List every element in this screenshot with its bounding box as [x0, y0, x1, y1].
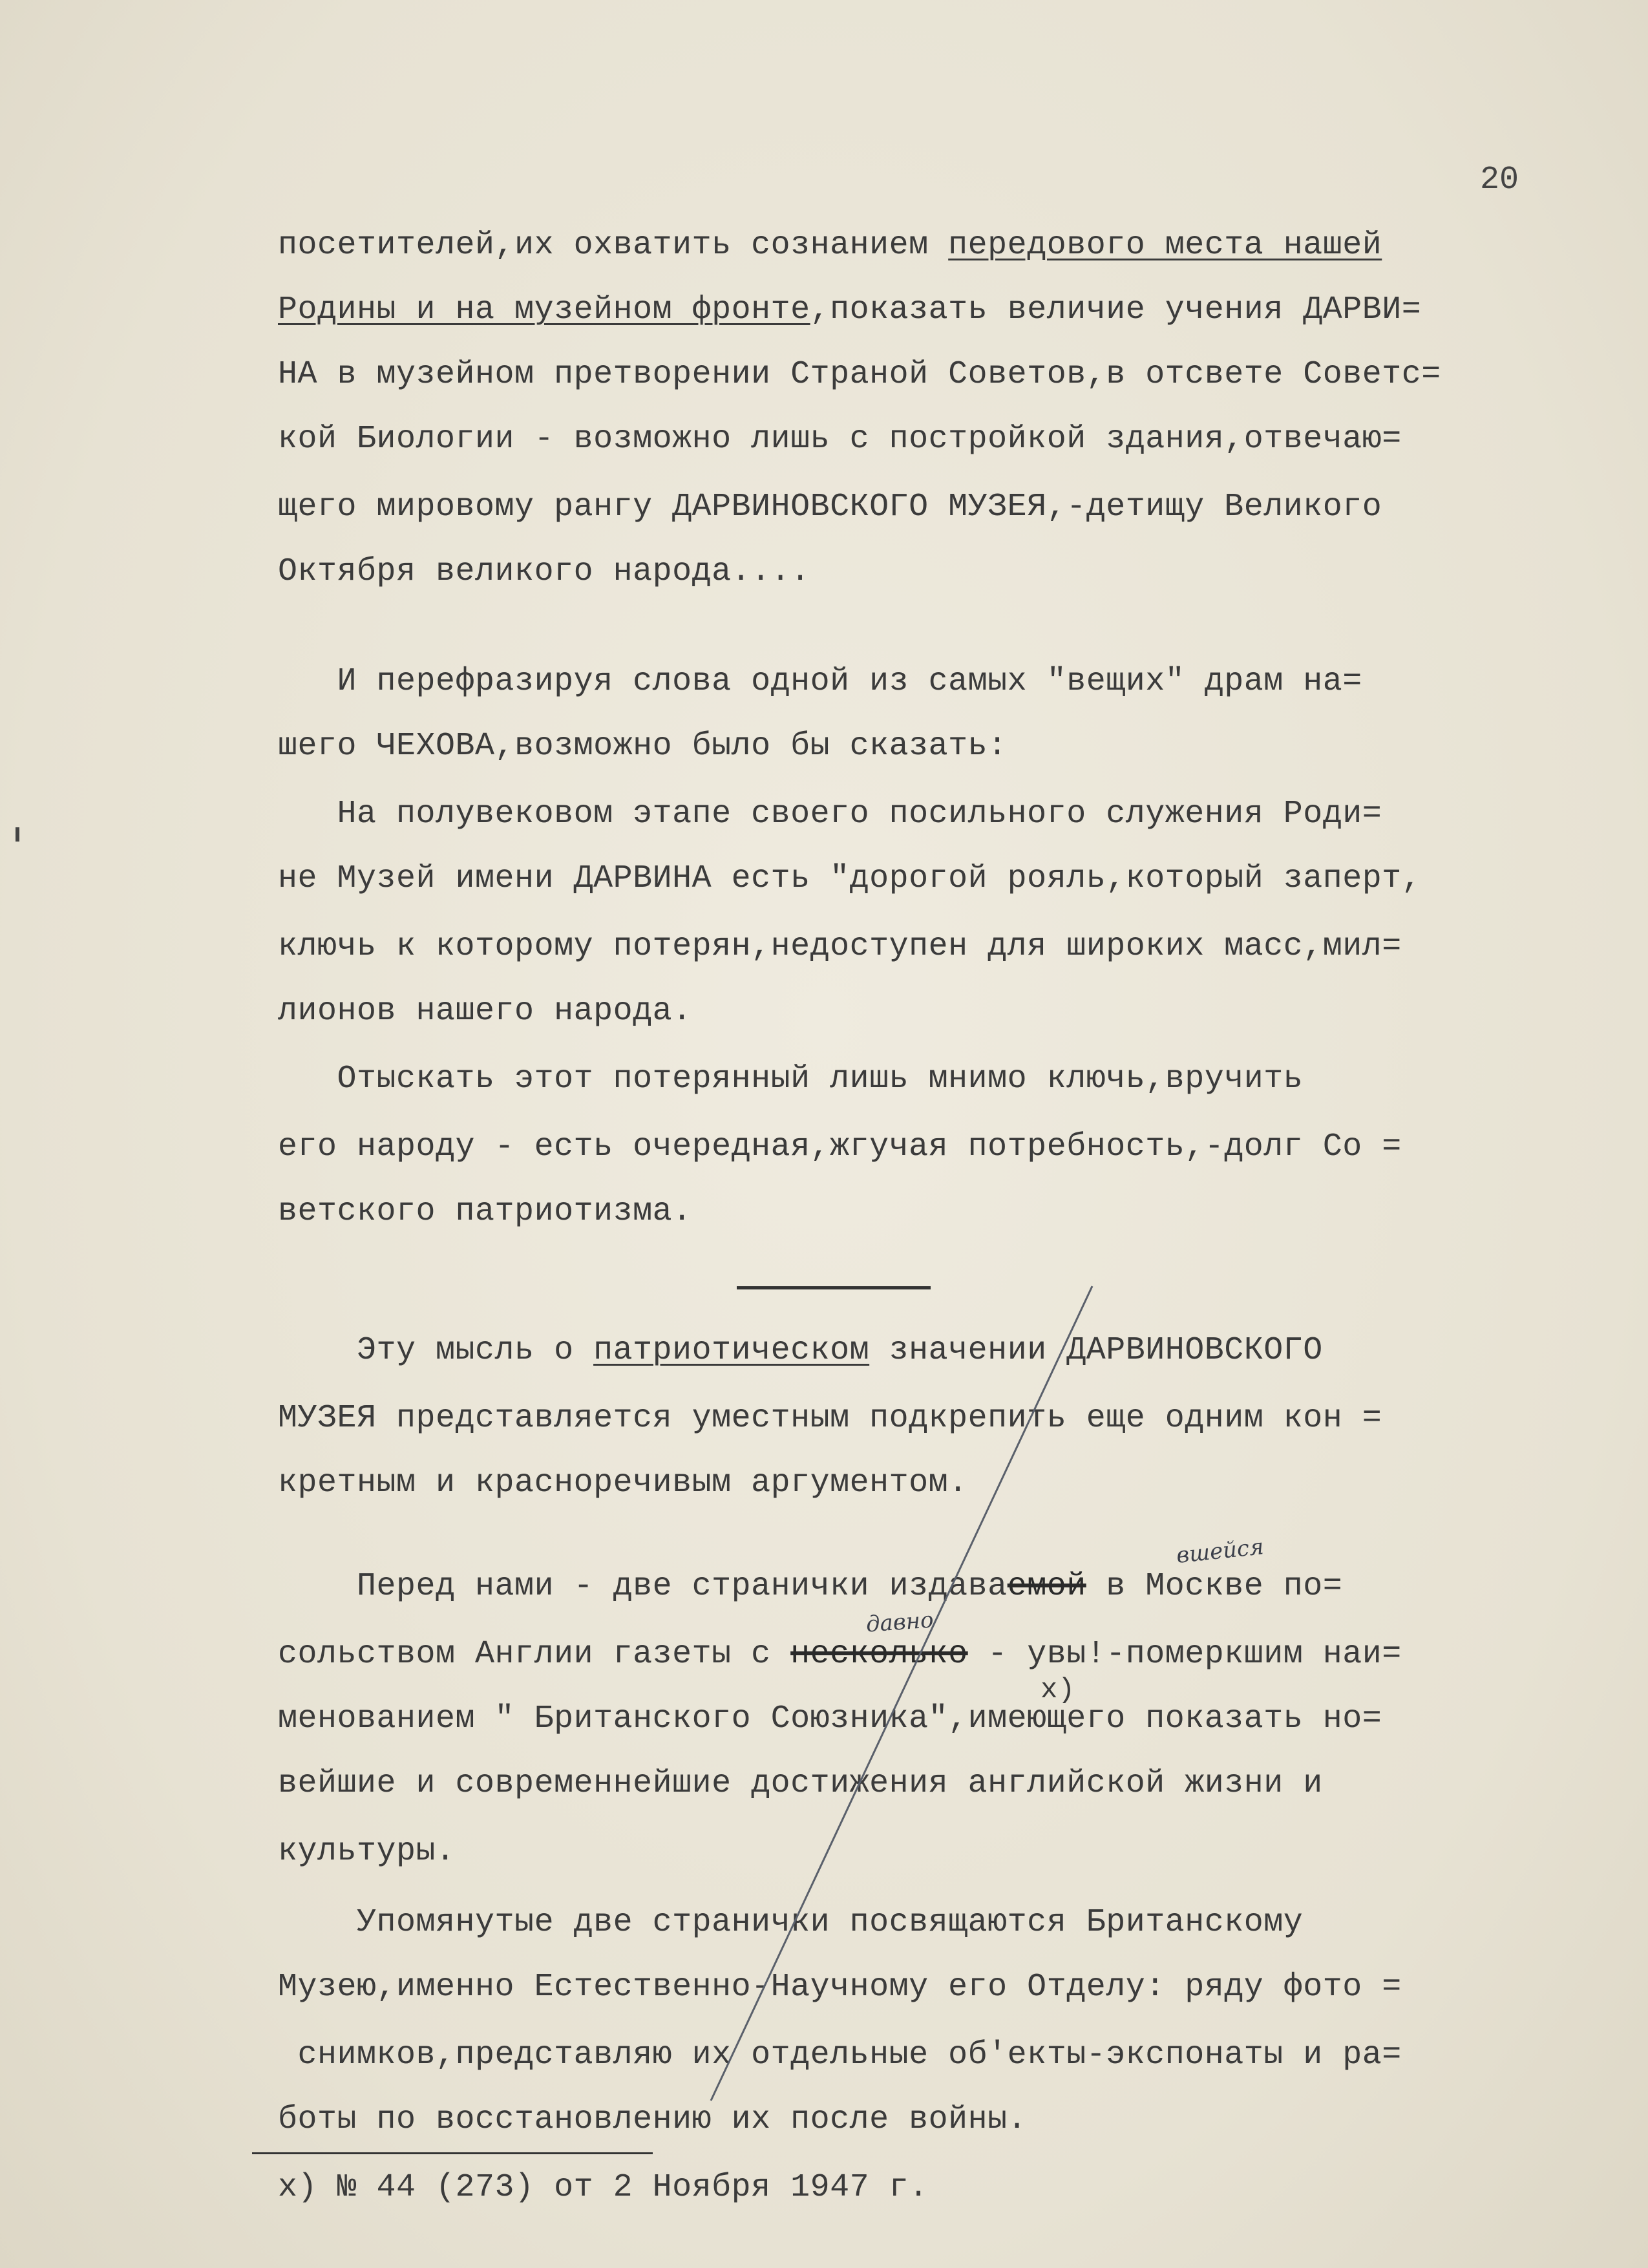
text-line: менованием " Британского Союзника",имеющего показать но= — [278, 1701, 1382, 1737]
text-line: ветского патриотизма. — [278, 1193, 692, 1230]
text-line: вейшие и современнейшие достижения английской жизни и — [278, 1765, 1323, 1802]
handwritten-correction: давно — [865, 1607, 935, 1638]
text-line: сольством Англии газеты с несколько - увы!-померкшим наи= — [278, 1636, 1402, 1673]
text-line: кретным и красноречивым аргументом. — [278, 1465, 968, 1501]
text-line: его народу - есть очередная,жгучая потребность,-долг Со = — [278, 1129, 1402, 1165]
text-line: боты по восстановлению их после войны. — [278, 2101, 1028, 2138]
text-line: НА в музейном претворении Страной Советов,в отсвете Советс= — [278, 356, 1441, 393]
text-line: снимков,представляю их отдельные об'екты-экспонаты и ра= — [278, 2037, 1402, 2073]
text-line: лионов нашего народа. — [278, 993, 692, 1030]
footnote: х) № 44 (273) от 2 Ноября 1947 г. — [278, 2169, 929, 2206]
text-line: Музею,именно Естественно-Научному его Отделу: ряду фото = — [278, 1969, 1402, 2006]
page-number: 20 — [1480, 162, 1519, 198]
text-line: И перефразируя слова одной из самых "вещих" драм на= — [278, 663, 1362, 700]
handwritten-correction: вшейся — [1175, 1534, 1265, 1569]
text-line: Родины и на музейном фронте,показать величие учения ДАРВИ= — [278, 291, 1422, 328]
text-line: культуры. — [278, 1833, 456, 1870]
text-line: посетителей,их охватить сознанием передового места нашей — [278, 227, 1382, 264]
text-line: Упомянутые две странички посвящаются Британскому — [278, 1904, 1304, 1941]
text-line: не Музей имени ДАРВИНА есть "дорогой рояль,который заперт, — [278, 860, 1422, 897]
text-line: Октября великого народа.... — [278, 553, 810, 590]
text-line: ключь к которому потерян,недоступен для широких масс,мил= — [278, 928, 1402, 965]
footnote-marker: х) — [1041, 1674, 1075, 1706]
text-line: шего ЧЕХОВА,возможно было бы сказать: — [278, 728, 1008, 765]
text-line: На полувековом этапе своего посильного служения Роди= — [278, 796, 1382, 832]
text-line: Перед нами - две странички издаваемой в Москве по= — [278, 1568, 1343, 1605]
text-line: Эту мысль о патриотическом значении ДАРВИНОВСКОГО — [278, 1332, 1323, 1369]
text-line: щего мировому рангу ДАРВИНОВСКОГО МУЗЕЯ,-детищу Великого — [278, 489, 1382, 525]
text-line: кой Биологии - возможно лишь с постройкой здания,отвечаю= — [278, 421, 1402, 458]
text-line: МУЗЕЯ представляется уместным подкрепить еще одним кон = — [278, 1400, 1382, 1437]
text-line: Отыскать этот потерянный лишь мнимо ключь,вручить — [278, 1061, 1304, 1097]
